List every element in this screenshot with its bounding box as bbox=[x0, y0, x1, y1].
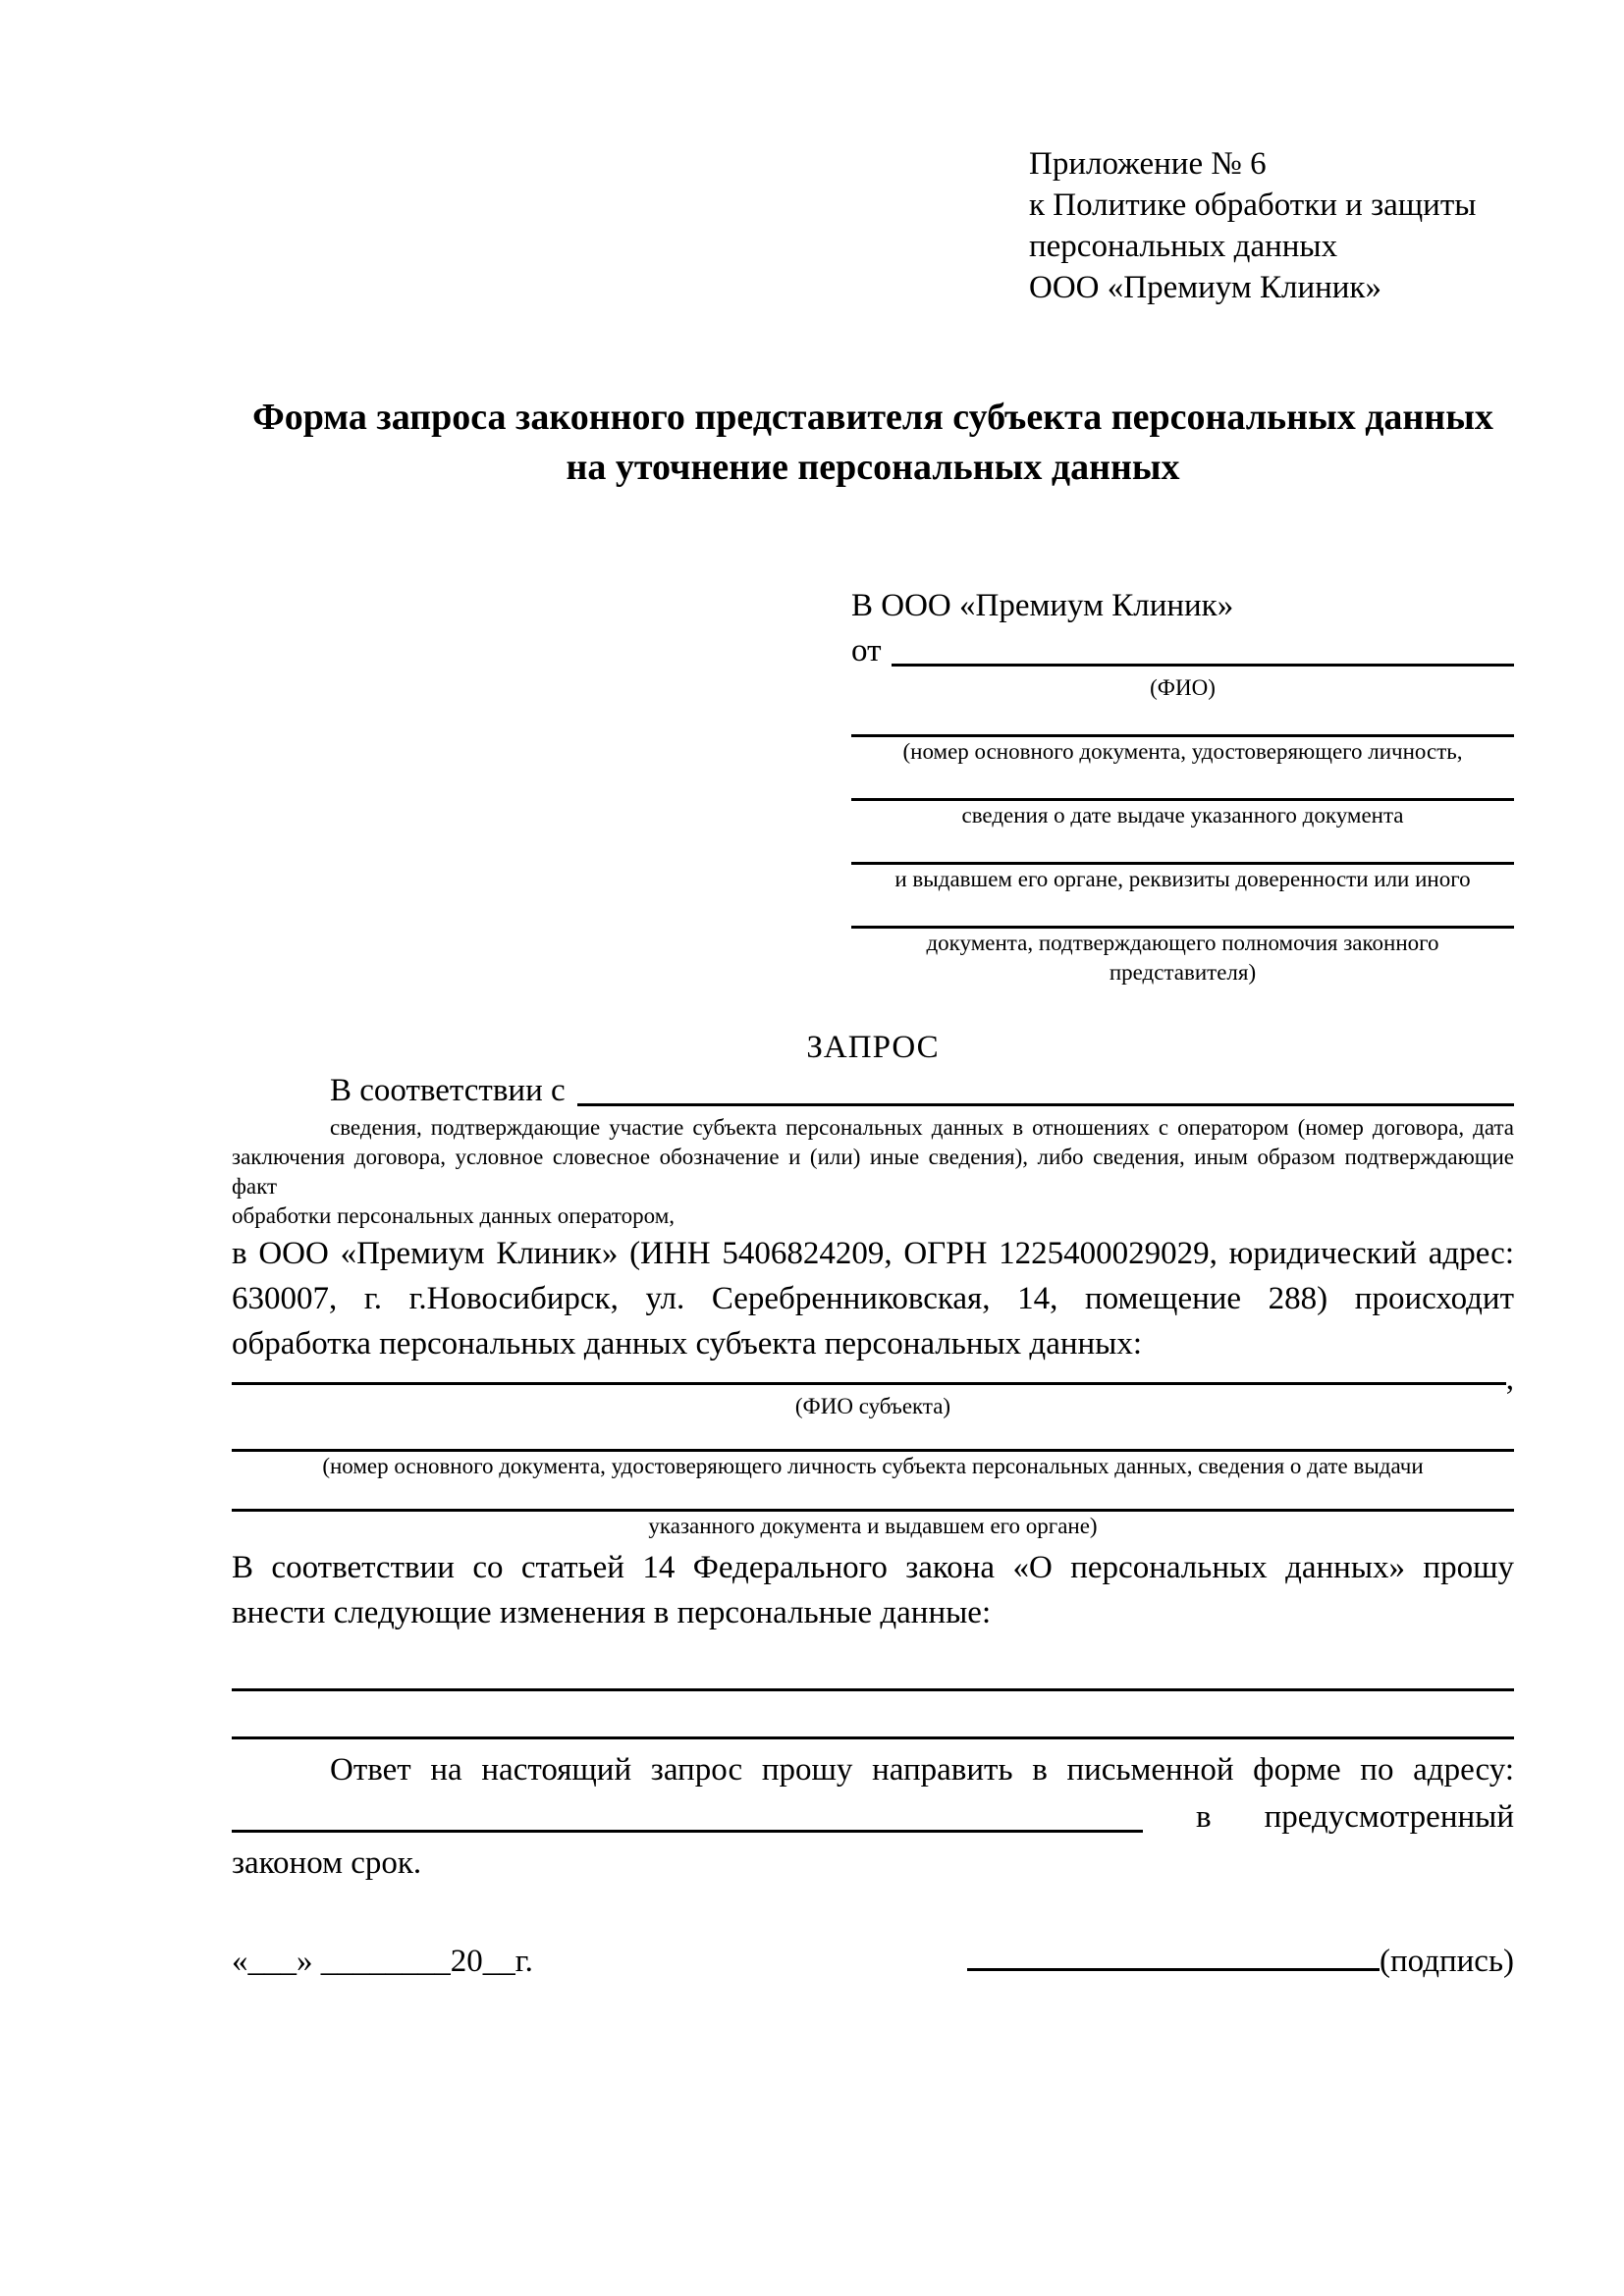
footnote-line: обработки персональных данных оператором, bbox=[232, 1203, 675, 1228]
law-paragraph-line: внести следующие изменения в персональные данные: bbox=[232, 1595, 992, 1630]
document-title bbox=[232, 393, 1514, 493]
from-label: от bbox=[851, 633, 882, 668]
from-blank-field-line[interactable] bbox=[892, 664, 1515, 667]
operator-paragraph bbox=[232, 1231, 1514, 1366]
answer-word: предусмотренный bbox=[1264, 1799, 1514, 1835]
appendix-line: персональных данных bbox=[1029, 229, 1338, 264]
trailing-comma: , bbox=[1505, 1362, 1514, 1397]
changes-field-line[interactable] bbox=[232, 1707, 1514, 1739]
signature-field-line[interactable] bbox=[967, 1968, 1380, 1971]
footer-row bbox=[232, 1939, 1514, 1984]
subject-document-field-line[interactable] bbox=[232, 1423, 1514, 1452]
appendix-line: Приложение № 6 bbox=[1029, 146, 1267, 182]
document-title-line: Форма запроса законного представителя субъекта персональных данных bbox=[252, 397, 1493, 438]
operator-paragraph-line: обработка персональных данных субъекта персональных данных: bbox=[232, 1326, 1142, 1362]
answer-paragraph-line1: Ответ на настоящий запрос прошу направить в письменной форме по адресу: bbox=[330, 1752, 1514, 1788]
signature-caption: (подпись) bbox=[1380, 1944, 1514, 1979]
operator-paragraph-line: в ООО «Премиум Клиник» (ИНН 5406824209, ОГРН 1225400029029, юридический адрес: bbox=[232, 1236, 1514, 1271]
subject-document-field-line[interactable] bbox=[232, 1483, 1514, 1512]
field-caption: документа, подтверждающего полномочия законного представителя) bbox=[926, 931, 1439, 985]
document-number-field-line[interactable] bbox=[851, 715, 1514, 737]
subject-fio-caption: (ФИО субъекта) bbox=[794, 1394, 951, 1418]
subject-document-caption: указанного документа и выдавшем его органе) bbox=[648, 1514, 1098, 1538]
date-line[interactable]: «___» ________20__г. bbox=[232, 1944, 533, 1979]
appendix-header bbox=[1029, 143, 1514, 308]
accordance-footnote bbox=[232, 1113, 1514, 1231]
appendix-line: ООО «Премиум Клиник» bbox=[1029, 270, 1381, 305]
request-heading: ЗАПРОС bbox=[806, 1030, 940, 1065]
subject-fio-field-line[interactable] bbox=[232, 1382, 1506, 1385]
law-paragraph-line: В соответствии со статьей 14 Федерального закона «О персональных данных» прошу bbox=[232, 1550, 1514, 1585]
fio-caption: (ФИО) bbox=[1150, 675, 1216, 700]
field-caption: сведения о дате выдаче указанного документа bbox=[961, 803, 1404, 828]
law-paragraph bbox=[232, 1545, 1514, 1635]
answer-paragraph-line3: законом срок. bbox=[232, 1845, 422, 1881]
field-caption: и выдавшем его органе, реквизиты доверенности или иного bbox=[894, 867, 1471, 891]
addressee-block bbox=[851, 583, 1514, 988]
subject-fio-field-row bbox=[232, 1362, 1514, 1397]
document-title-line: на уточнение персональных данных bbox=[566, 447, 1180, 488]
accordance-field-row bbox=[232, 1068, 1514, 1113]
subject-document-caption: (номер основного документа, удостоверяющего личность субъекта персональных данных, сведения о дате выдачи bbox=[322, 1454, 1424, 1478]
signature-block bbox=[967, 1939, 1514, 1984]
accordance-blank-field-line[interactable] bbox=[577, 1103, 1514, 1106]
authority-document-field-line[interactable] bbox=[851, 906, 1514, 929]
accordance-label: В соответствии с bbox=[330, 1073, 566, 1108]
answer-address-field-line[interactable] bbox=[232, 1830, 1143, 1833]
issuing-authority-field-line[interactable] bbox=[851, 842, 1514, 865]
addressee-organization: В ООО «Премиум Клиник» bbox=[851, 588, 1234, 623]
field-caption: (номер основного документа, удостоверяющего личность, bbox=[902, 739, 1463, 764]
appendix-line: к Политике обработки и защиты bbox=[1029, 187, 1477, 223]
footnote-line: сведения, подтверждающие участие субъекта персональных данных в отношениях с оператором (номер договора, дата bbox=[330, 1115, 1514, 1140]
answer-address-row bbox=[232, 1794, 1514, 1841]
from-field-row bbox=[851, 628, 1514, 673]
answer-word: в bbox=[1196, 1799, 1212, 1835]
footnote-line: заключения договора, условное словесное обозначение и (или) иные сведения), либо сведения, иным образом подтверждающие факт bbox=[232, 1145, 1514, 1199]
operator-paragraph-line: 630007, г. г.Новосибирск, ул. Серебренниковская, 14, помещение 288) происходит bbox=[232, 1281, 1514, 1316]
changes-field-line[interactable] bbox=[232, 1659, 1514, 1691]
issue-date-field-line[interactable] bbox=[851, 778, 1514, 801]
